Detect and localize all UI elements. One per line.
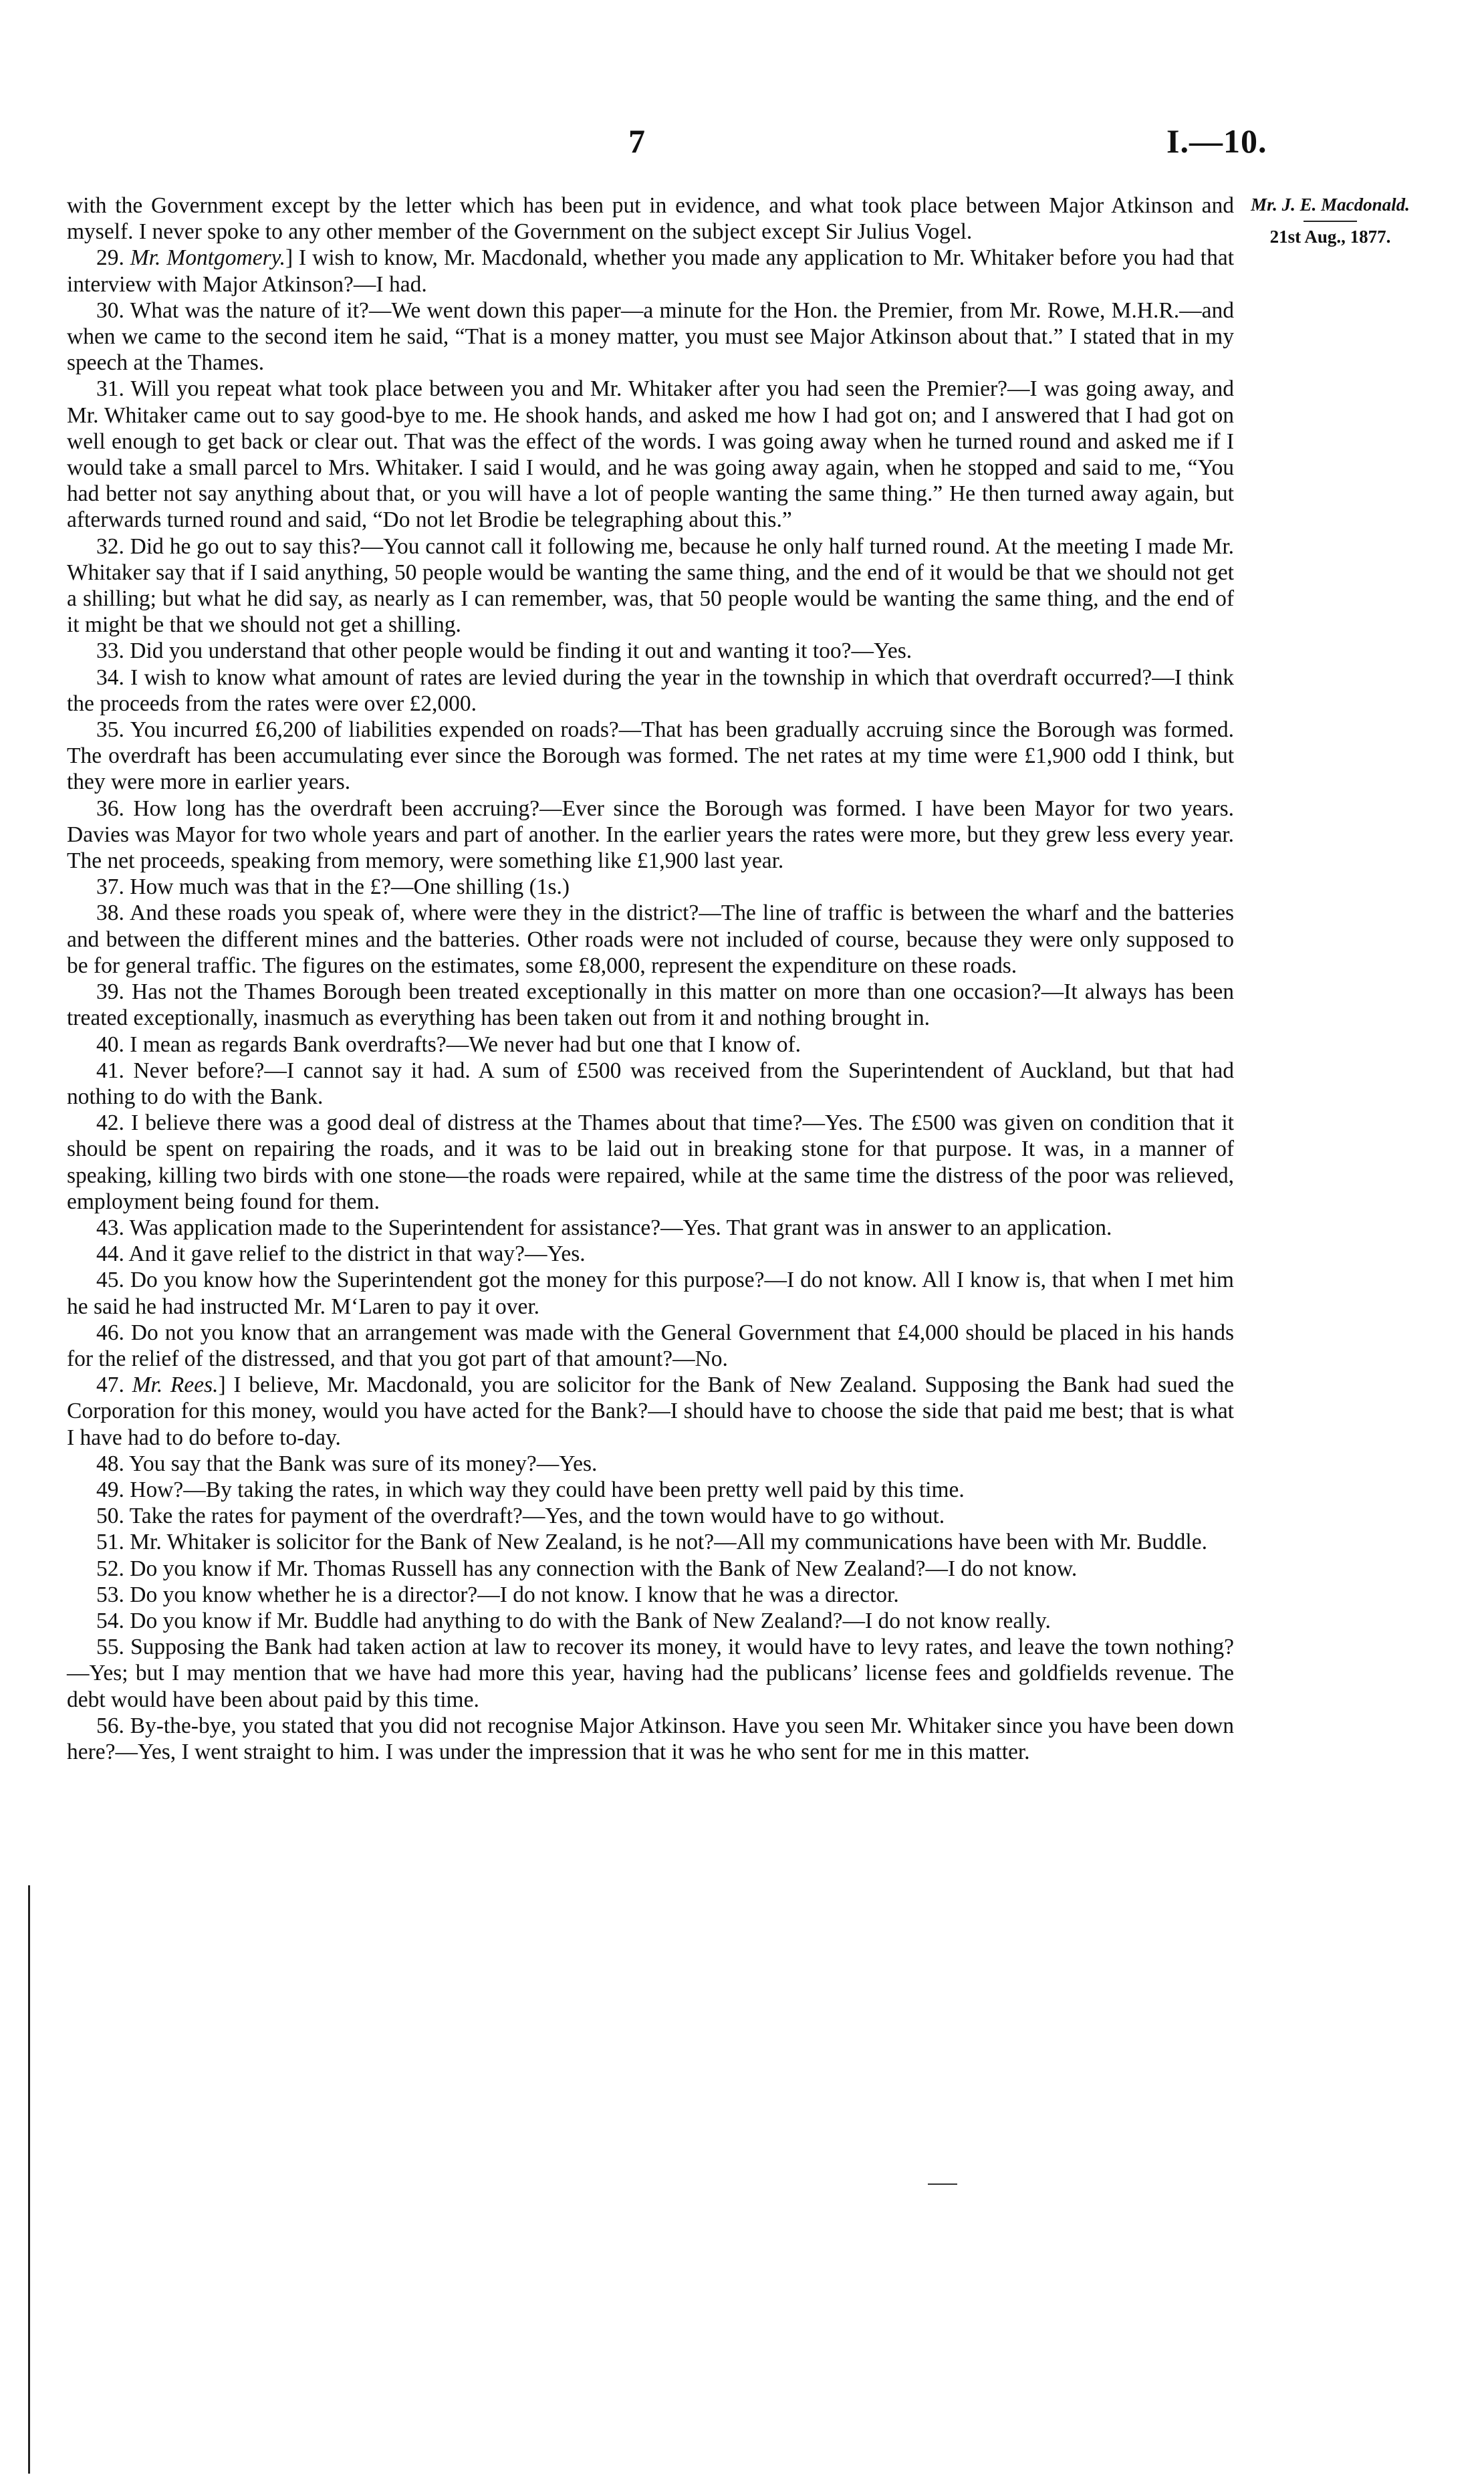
evidence-paragraph: 36. How long has the overdraft been accruing?—Ever since the Borough was formed. I have been Mayor for two years. Davies was Mayor for two whole years and part of another. In the earlier years the rates were more, but they grew less every year. The net proceeds, speaking from memory, were something like £1,900 last year.: [67, 796, 1234, 874]
evidence-paragraph: 32. Did he go out to say this?—You cannot call it following me, because he only half turned round. At the meeting I made Mr. Whitaker say that if I said anything, 50 people would be wanting the same thing, and the end of it would be that we should not get a shilling; but what he did say, as nearly as I can remember, was, that 50 people would be wanting the same thing, and the end of it might be that we should not get a shilling.: [67, 534, 1234, 638]
evidence-paragraph: 33. Did you understand that other people would be finding it out and wanting it too?—Yes.: [96, 638, 912, 664]
margin-line: [28, 1885, 30, 2474]
speaker-name: Mr. Montgomery.: [130, 245, 285, 271]
evidence-paragraph: 37. How much was that in the £?—One shilling (1s.): [96, 874, 570, 900]
speaker-name: Mr. Rees.: [132, 1373, 219, 1398]
evidence-paragraph: 49. How?—By taking the rates, in which way they could have been pretty well paid by this time.: [96, 1477, 965, 1502]
evidence-paragraph: 45. Do you know how the Superintendent got the money for this purpose?—I do not know. All I know is, that when I met him he said he had instructed Mr. M‘Laren to pay it over.: [67, 1268, 1234, 1319]
evidence-paragraph: 34. I wish to know what amount of rates are levied during the year in the township in which that overdraft occurred?—I think the proceeds from the rates were over £2,000.: [67, 665, 1234, 716]
closing-rule: [928, 2183, 957, 2185]
evidence-paragraph: 42. I believe there was a good deal of distress at the Thames about that time?—Yes. The £500 was given on condition that it should be spent on repairing the roads, and it was to be laid out in breaking stone for that purpose. It was, in a manner of speaking, killing two birds with one stone—the roads were repaired, while at the same time the distress of the poor was relieved, employment being found for them.: [67, 1110, 1234, 1214]
evidence-paragraph: 55. Supposing the Bank had taken action at law to recover its money, it would have to levy rates, and leave the town nothing?—Yes; but I may mention that we have had more this year, having had the publicans’ license fees and goldfields revenue. The debt would have been about paid by this time.: [67, 1635, 1234, 1712]
evidence-paragraph: 52. Do you know if Mr. Thomas Russell has any connection with the Bank of New Zealand?—I do not know.: [96, 1556, 1078, 1581]
evidence-paragraph: 56. By-the-bye, you stated that you did not recognise Major Atkinson. Have you seen Mr. Whitaker since you have been down here?—Yes, I went straight to him. I was under the impression that it was he who sent for me in this matter.: [67, 1713, 1234, 1764]
evidence-paragraph: 35. You incurred £6,200 of liabilities expended on roads?—That has been gradually accruing since the Borough was formed. The overdraft has been accumulating ever since the Borough was formed. The net rates at my time were £1,900 odd I think, but they were more in earlier years.: [67, 717, 1234, 795]
evidence-paragraph: 40. I mean as regards Bank overdrafts?—We never had but one that I know of.: [96, 1032, 801, 1057]
hearing-date: 21st Aug., 1877.: [1269, 227, 1391, 247]
evidence-paragraph: 47. Mr. Rees.] I believe, Mr. Macdonald, you are solicitor for the Bank of New Zealand. Supposing the Bank had sued the Corporation for this money, would you have acted for the Bank?—I should have to choose the side that paid me best; that is what I have had to do before to-day.: [67, 1373, 1234, 1450]
evidence-paragraph: 46. Do not you know that an arrangement was made with the General Government that £4,000 should be placed in his hands for the relief of the distressed, and that you got part of that amount?—No.: [67, 1320, 1234, 1371]
evidence-text: [67, 193, 1234, 1765]
evidence-paragraph: 53. Do you know whether he is a director?—I do not know. I know that he was a director.: [96, 1582, 899, 1607]
witness-name: Mr. J. E. Macdonald.: [1251, 195, 1410, 215]
evidence-paragraph: 29. Mr. Montgomery.] I wish to know, Mr. Macdonald, whether you made any application to Mr. Whitaker before you had that interview with Major Atkinson?—I had.: [67, 245, 1234, 297]
evidence-paragraph: 43. Was application made to the Superintendent for assistance?—Yes. That grant was in answer to an application.: [96, 1215, 1112, 1240]
evidence-paragraph: 30. What was the nature of it?—We went down this paper—a minute for the Hon. the Premier, from Mr. Rowe, M.H.R.—and when we came to the second item he said, “That is a money matter, you must see Major Atkinson about that.” I stated that in my speech at the Thames.: [67, 298, 1234, 376]
evidence-paragraph: 39. Has not the Thames Borough been treated exceptionally in this matter on more than one occasion?—It always has been treated exceptionally, inasmuch as everything has been taken out from it and nothing brought in.: [67, 979, 1234, 1031]
evidence-paragraph: 54. Do you know if Mr. Buddle had anything to do with the Bank of New Zealand?—I do not know really.: [96, 1608, 1051, 1633]
evidence-paragraph: 38. And these roads you speak of, where were they in the district?—The line of traffic is between the wharf and the batteries and between the different mines and the batteries. Other roads were not included of course, because they were only supposed to be for general traffic. The figures on the estimates, some £8,000, represent the expenditure on these roads.: [67, 901, 1234, 978]
evidence-paragraph: 41. Never before?—I cannot say it had. A sum of £500 was received from the Superintendent of Auckland, but that had nothing to do with the Bank.: [67, 1058, 1234, 1109]
evidence-paragraph: 31. Will you repeat what took place between you and Mr. Whitaker after you had seen the Premier?—I was going away, and Mr. Whitaker came out to say good-bye to me. He shook hands, and asked me how I had got on; and I answered that I had got on well enough to get back or clear out. That was the effect of the words. I was going away when he turned round and asked me if I would take a small parcel to Mrs. Whitaker. I said I would, and he was going away again, when he stopped and said to me, “You had better not say anything about that, or you will have a lot of people wanting the same thing.” He then turned away again, but afterwards turned round and said, “Do not let Brodie be telegraphing about this.”: [67, 376, 1234, 533]
evidence-paragraph: 48. You say that the Bank was sure of its money?—Yes.: [96, 1451, 598, 1476]
evidence-paragraph: with the Government except by the letter which has been put in evidence, and what took place between Major Atkinson and myself. I never spoke to any other member of the Government on the subject except Sir Julius Vogel.: [67, 193, 1234, 245]
evidence-paragraph: 50. Take the rates for payment of the overdraft?—Yes, and the town would have to go without.: [96, 1504, 945, 1529]
margin-divider: [1304, 221, 1357, 222]
evidence-paragraph: 51. Mr. Whitaker is solicitor for the Bank of New Zealand, is he not?—All my communications have been with Mr. Buddle.: [96, 1530, 1207, 1555]
document-reference: I.—10.: [1166, 122, 1267, 160]
evidence-paragraph: 44. And it gave relief to the district in that way?—Yes.: [96, 1241, 586, 1267]
page-number: 7: [628, 122, 646, 160]
margin-note: [1230, 194, 1431, 247]
